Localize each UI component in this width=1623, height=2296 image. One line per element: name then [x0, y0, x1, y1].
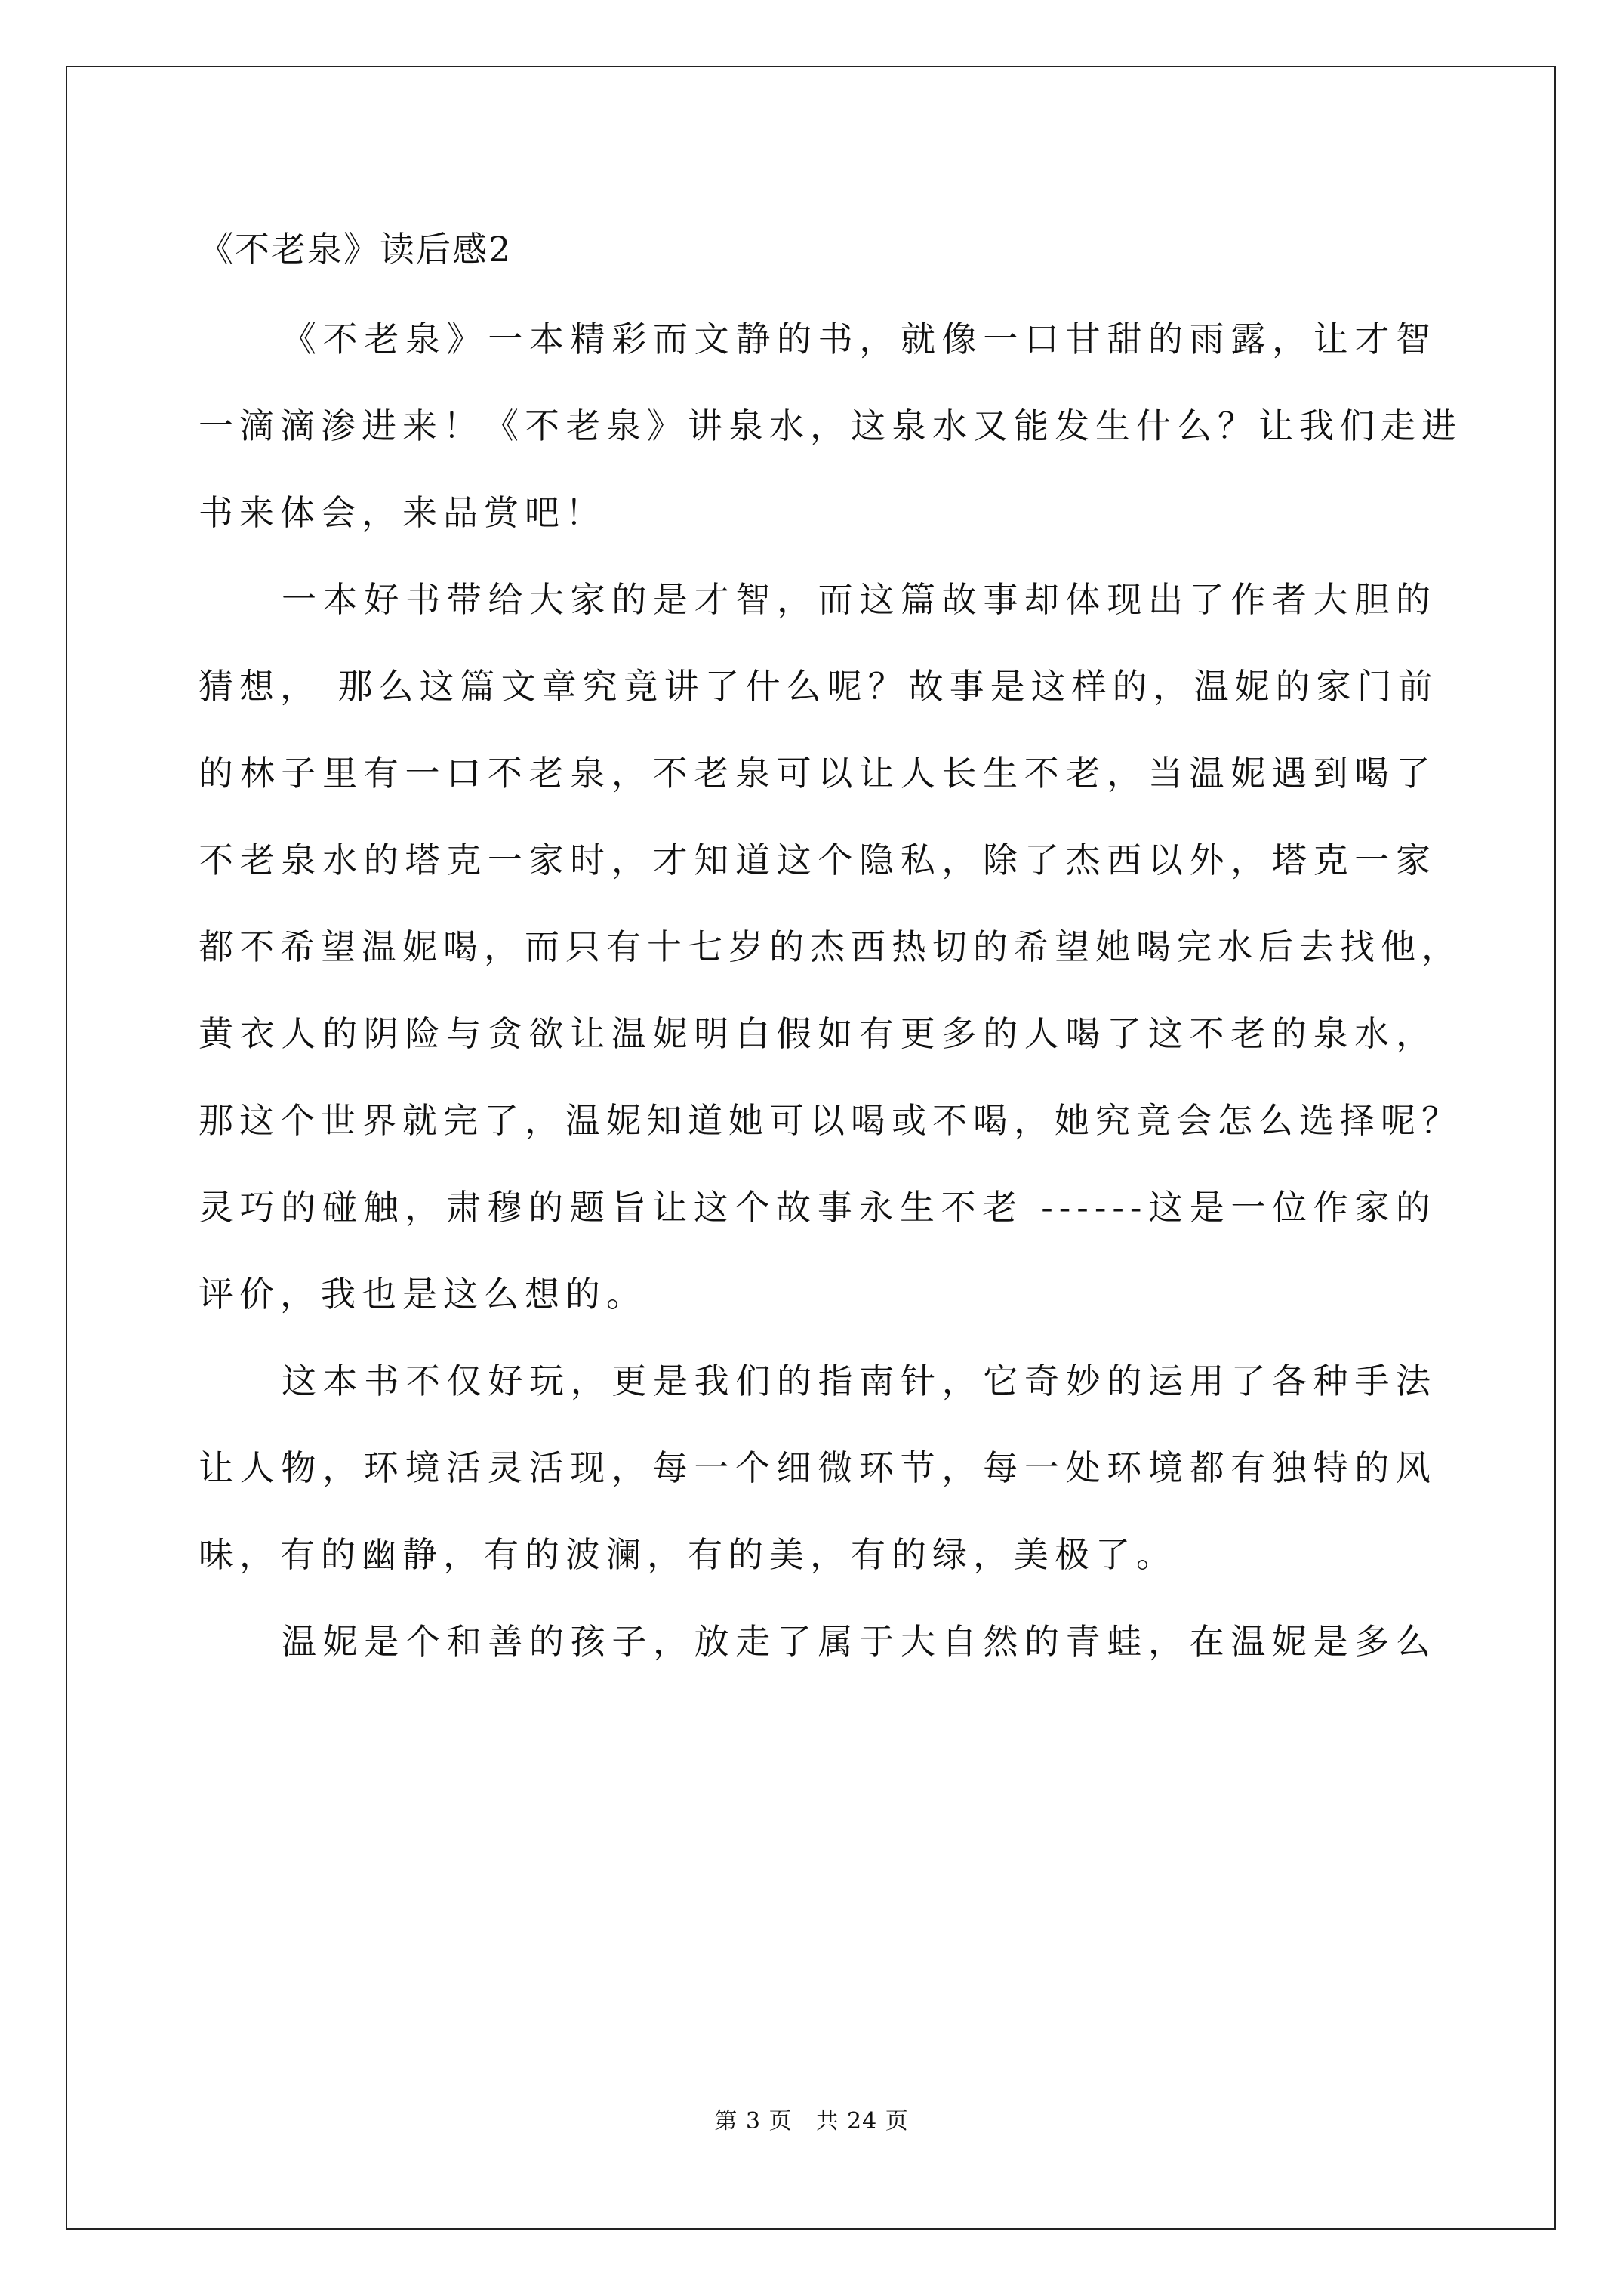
text-line: 一滴滴渗进来！《不老泉》讲泉水，这泉水又能发生什么？让我们走进: [199, 405, 1462, 446]
text-line: 那这个世界就完了，温妮知道她可以喝或不喝，她究竟会怎么选择呢？: [199, 1100, 1462, 1141]
page-number-footer: 第 3 页 共 24 页: [714, 2108, 909, 2134]
text-line: 灵巧的碰触，肃穆的题旨让这个故事永生不老 ------这是一位作家的: [199, 1187, 1437, 1228]
text-line: 一本好书带给大家的是才智，而这篇故事却体现出了作者大胆的: [282, 579, 1437, 620]
text-line: 都不希望温妮喝，而只有十七岁的杰西热切的希望她喝完水后去找他，: [199, 926, 1462, 967]
text-line: 《不老泉》一本精彩而文静的书，就像一口甘甜的雨露，让才智: [282, 319, 1437, 359]
document-body: [199, 211, 1462, 1685]
text-line: 味，有的幽静，有的波澜，有的美，有的绿，美极了。: [199, 1534, 1177, 1575]
paragraph: [199, 556, 1462, 1338]
text-line: 猜想， 那么这篇文章究竟讲了什么呢？故事是这样的，温妮的家门前: [199, 666, 1439, 707]
text-line: 温妮是个和善的孩子，放走了属于大自然的青蛙，在温妮是多么: [282, 1621, 1437, 1662]
text-line: 评价，我也是这么想的。: [199, 1274, 647, 1314]
text-line: 书来体会，来品赏吧！: [199, 492, 606, 533]
document-title: 《不老泉》读后感2: [199, 229, 513, 270]
text-line: 的林子里有一口不老泉，不老泉可以让人长生不老，当温妮遇到喝了: [199, 753, 1437, 794]
text-line: 这本书不仅好玩，更是我们的指南针，它奇妙的运用了各种手法: [282, 1361, 1437, 1401]
paragraph: [199, 296, 1462, 556]
text-line: 黄衣人的阴险与贪欲让温妮明白假如有更多的人喝了这不老的泉水，: [199, 1013, 1437, 1054]
text-line: 不老泉水的塔克一家时，才知道这个隐私，除了杰西以外，塔克一家: [199, 840, 1437, 880]
paragraph: [199, 1338, 1437, 1598]
text-line: 让人物，环境活灵活现，每一个细微环节，每一处环境都有独特的风: [199, 1447, 1437, 1488]
paragraph: [199, 1598, 1437, 1685]
